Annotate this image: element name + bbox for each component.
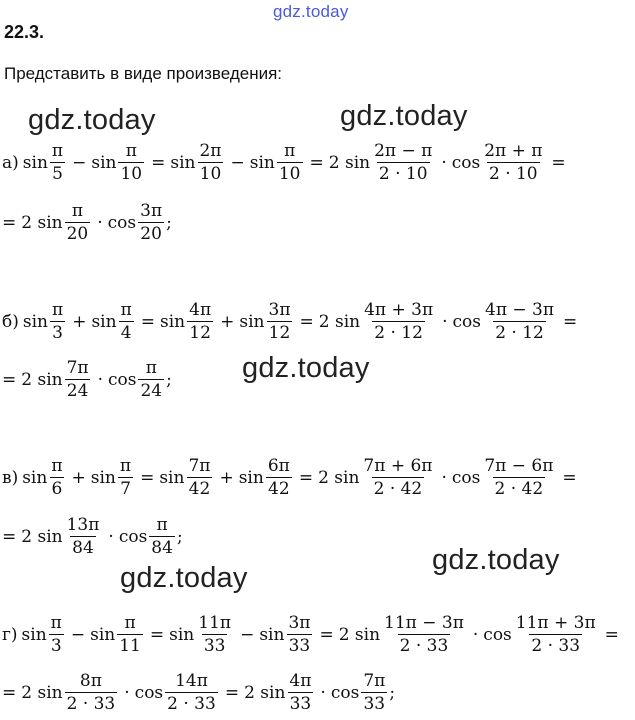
cos-fn: cos xyxy=(107,212,137,233)
part-label: в) xyxy=(2,467,19,488)
plus-sign: + xyxy=(220,311,235,332)
semicolon: ; xyxy=(389,682,396,703)
fraction: $\frac{7\pi - 6\pi}{2 \cdot 42}$ xyxy=(484,456,554,499)
cos-fn: cos xyxy=(483,624,512,645)
part-b-line-1 xyxy=(2,299,582,344)
cos-fn: cos xyxy=(330,682,360,703)
cos-fn: cos xyxy=(452,311,482,332)
equals-sign: = xyxy=(2,682,17,703)
watermark: gdz.today xyxy=(120,562,248,594)
plus-sign: + xyxy=(219,467,234,488)
sin-fn: sin xyxy=(239,311,265,332)
equals-sign: = xyxy=(149,624,165,645)
fraction: $\frac{\pi}{24}$ xyxy=(140,358,163,401)
part-a-line-2 xyxy=(2,200,172,245)
watermark: gdz.today xyxy=(28,104,156,136)
fraction: $\frac{7\pi + 6\pi}{2 \cdot 42}$ xyxy=(363,456,433,499)
fraction: $\frac{7\pi}{42}$ xyxy=(188,456,211,499)
fraction: $\frac{\pi}{84}$ xyxy=(151,515,173,558)
fraction: $\frac{\pi}{10}$ xyxy=(120,141,143,184)
dot-sign: · xyxy=(108,526,114,547)
equals-sign: = xyxy=(140,311,155,332)
fraction: $\frac{11\pi}{33}$ xyxy=(198,613,232,656)
dot-sign: · xyxy=(441,467,447,488)
sin-fn: sin xyxy=(90,467,116,488)
sin-fn: sin xyxy=(238,467,264,488)
part-a-line-1 xyxy=(2,140,571,185)
two-sin: 2 sin xyxy=(21,682,63,703)
part-d-line-2 xyxy=(2,670,395,715)
fraction: $\frac{11\pi - 3\pi}{2 \cdot 33}$ xyxy=(384,613,464,656)
dot-sign: · xyxy=(124,682,130,703)
equals-sign: = xyxy=(140,467,155,488)
cos-fn: cos xyxy=(451,152,481,173)
fraction: $\frac{\pi}{11}$ xyxy=(119,613,141,656)
two-sin: 2 sin xyxy=(244,682,286,703)
two-sin: 2 sin xyxy=(21,526,63,547)
fraction: $\frac{\pi}{6}$ xyxy=(51,456,63,499)
dot-sign: · xyxy=(442,311,448,332)
equals-sign: = xyxy=(299,311,314,332)
fraction: $\frac{2\pi + \pi}{2 \cdot 10}$ xyxy=(484,141,543,184)
sin-fn: sin xyxy=(22,152,48,173)
fraction: $\frac{\pi}{3}$ xyxy=(52,300,64,343)
part-label: б) xyxy=(2,311,19,332)
fraction: $\frac{3\pi}{12}$ xyxy=(268,300,291,343)
sin-fn: sin xyxy=(169,624,195,645)
semicolon: ; xyxy=(166,212,172,233)
part-label: а) xyxy=(2,152,19,173)
part-label: г) xyxy=(2,624,18,645)
watermark: gdz.today xyxy=(432,544,560,576)
fraction: $\frac{\pi}{5}$ xyxy=(51,141,64,184)
part-c-line-1 xyxy=(2,455,582,500)
plus-sign: + xyxy=(71,467,86,488)
fraction: $\frac{3\pi}{33}$ xyxy=(288,613,311,656)
fraction: $\frac{4\pi}{12}$ xyxy=(189,300,212,343)
dot-sign: · xyxy=(97,369,103,390)
sin-fn: sin xyxy=(90,624,116,645)
fraction: $\frac{\pi}{3}$ xyxy=(50,613,62,656)
sin-fn: sin xyxy=(249,152,275,173)
two-sin: 2 sin xyxy=(21,369,63,390)
two-sin: 2 sin xyxy=(328,152,371,173)
equals-sign: = xyxy=(309,152,324,173)
fraction: $\frac{\pi}{4}$ xyxy=(120,300,132,343)
fraction: $\frac{3\pi}{20}$ xyxy=(140,201,163,244)
equals-sign: = xyxy=(2,369,17,390)
equals-sign: = xyxy=(319,624,334,645)
plus-sign: + xyxy=(72,311,87,332)
fraction: $\frac{\pi}{10}$ xyxy=(278,141,301,184)
fraction: $\frac{7\pi}{24}$ xyxy=(66,358,89,401)
dot-sign: · xyxy=(472,624,479,645)
sin-fn: sin xyxy=(22,467,48,488)
two-sin: 2 sin xyxy=(318,311,361,332)
part-c-line-2 xyxy=(2,514,183,559)
equals-sign: = xyxy=(551,152,566,173)
sin-fn: sin xyxy=(159,467,185,488)
sin-fn: sin xyxy=(91,311,117,332)
fraction: $\frac{2\pi - \pi}{2 \cdot 10}$ xyxy=(374,141,433,184)
minus-sign: − xyxy=(70,624,86,645)
equals-sign: = xyxy=(151,152,166,173)
dot-sign: · xyxy=(320,682,326,703)
equals-sign: = xyxy=(562,467,577,488)
fraction: $\frac{8\pi}{2 \cdot 33}$ xyxy=(66,671,116,714)
cos-fn: cos xyxy=(451,467,481,488)
semicolon: ; xyxy=(166,369,172,390)
minus-sign: − xyxy=(230,152,245,173)
cos-fn: cos xyxy=(108,369,137,390)
sin-fn: sin xyxy=(160,311,186,332)
dot-sign: · xyxy=(97,212,103,233)
fraction: $\frac{14\pi}{2 \cdot 33}$ xyxy=(167,671,216,714)
minus-sign: − xyxy=(72,152,87,173)
fraction: $\frac{4\pi - 3\pi}{2 \cdot 12}$ xyxy=(485,300,555,343)
part-b-line-2 xyxy=(2,357,172,402)
problem-number: 22.3. xyxy=(4,22,45,42)
fraction: $\frac{\pi}{7}$ xyxy=(119,456,132,499)
task-statement: Представить в виде произведения: xyxy=(4,64,283,83)
equals-sign: = xyxy=(563,311,578,332)
fraction: $\frac{11\pi + 3\pi}{2 \cdot 33}$ xyxy=(515,613,596,656)
cos-fn: cos xyxy=(134,682,164,703)
two-sin: 2 sin xyxy=(338,624,381,645)
semicolon: ; xyxy=(176,526,183,547)
sin-fn: sin xyxy=(170,152,196,173)
minus-sign: − xyxy=(240,624,255,645)
watermark-top: gdz.today xyxy=(273,2,349,21)
dot-sign: · xyxy=(441,152,447,173)
equals-sign: = xyxy=(224,682,240,703)
watermark: gdz.today xyxy=(242,352,370,384)
fraction: $\frac{6\pi}{42}$ xyxy=(267,456,290,499)
fraction: $\frac{4\pi}{33}$ xyxy=(289,671,312,714)
sin-fn: sin xyxy=(21,624,47,645)
fraction: $\frac{13\pi}{84}$ xyxy=(66,515,100,558)
sin-fn: sin xyxy=(91,152,117,173)
part-d-line-1 xyxy=(2,612,619,657)
two-sin: 2 sin xyxy=(21,212,63,233)
equals-sign: = xyxy=(298,467,314,488)
watermark: gdz.today xyxy=(340,100,468,132)
equals-sign: = xyxy=(2,526,17,547)
sin-fn: sin xyxy=(22,311,48,332)
sin-fn: sin xyxy=(259,624,285,645)
equals-sign: = xyxy=(2,212,17,233)
cos-fn: cos xyxy=(118,526,148,547)
fraction: $\frac{4\pi + 3\pi}{2 \cdot 12}$ xyxy=(364,300,434,343)
two-sin: 2 sin xyxy=(318,467,360,488)
equals-sign: = xyxy=(604,624,619,645)
fraction: $\frac{\pi}{20}$ xyxy=(66,201,89,244)
fraction: $\frac{7\pi}{33}$ xyxy=(363,671,386,714)
fraction: $\frac{2\pi}{10}$ xyxy=(199,141,222,184)
